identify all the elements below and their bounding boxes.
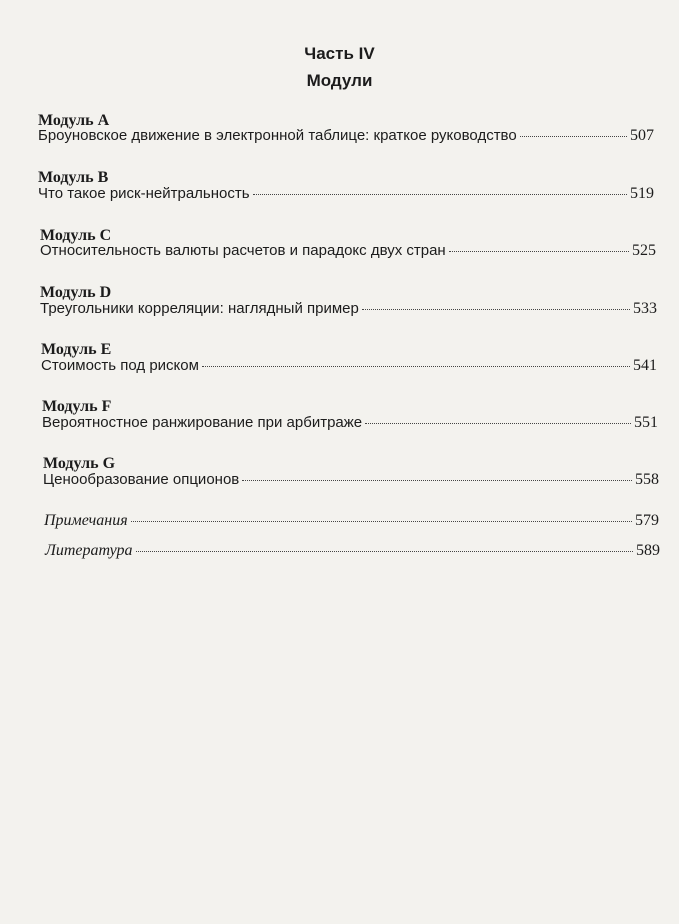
toc-entry-module-c[interactable]: [40, 242, 656, 260]
dot-leader: [449, 251, 629, 252]
entry-title: Примечания: [44, 512, 128, 529]
page-number: 558: [635, 471, 659, 488]
dot-leader: [136, 551, 633, 552]
toc-entry-module-a[interactable]: [38, 127, 654, 145]
entry-title: Литература: [45, 542, 133, 559]
dot-leader: [520, 136, 627, 137]
dot-leader: [365, 423, 631, 424]
page-number: 579: [635, 512, 659, 529]
dot-leader: [362, 309, 630, 310]
module-c-heading: Модуль C: [40, 227, 112, 244]
toc-entry-module-b[interactable]: [38, 185, 654, 203]
entry-title: Стоимость под риском: [41, 357, 199, 374]
page-number: 589: [636, 542, 660, 559]
module-a-heading: Модуль A: [38, 112, 110, 129]
dot-leader: [202, 366, 630, 367]
page-number: 533: [633, 300, 657, 317]
module-d-heading: Модуль D: [40, 284, 112, 301]
entry-title: Треугольники корреляции: наглядный пример: [40, 300, 359, 317]
toc-entry-module-g[interactable]: [43, 471, 659, 489]
toc-entry-module-d[interactable]: [40, 300, 657, 318]
module-b-heading: Модуль B: [38, 169, 109, 186]
entry-title: Что такое риск-нейтральность: [38, 185, 250, 202]
entry-title: Вероятностное ранжирование при арбитраже: [42, 414, 363, 431]
entry-title: Ценообразование опционов: [43, 471, 240, 488]
part-title: Модули: [306, 71, 373, 90]
page-number: 541: [633, 357, 657, 374]
toc-entry-notes[interactable]: [44, 512, 659, 530]
module-f-heading: Модуль F: [42, 398, 112, 415]
page-number: 507: [630, 127, 654, 144]
page-number: 519: [630, 185, 654, 202]
entry-title: Относительность валюты расчетов и парадокс двух стран: [40, 242, 446, 259]
toc-entry-module-e[interactable]: [41, 357, 657, 375]
module-e-heading: Модуль E: [41, 341, 112, 358]
toc-entry-module-f[interactable]: [42, 414, 658, 432]
part-label: Часть IV: [304, 44, 375, 63]
dot-leader: [242, 480, 632, 481]
page-number: 551: [634, 414, 658, 431]
dot-leader: [131, 521, 632, 522]
module-g-heading: Модуль G: [43, 455, 116, 472]
page-number: 525: [632, 242, 656, 259]
entry-title: Броуновское движение в электронной таблице: краткое руководство: [38, 127, 517, 144]
toc-entry-literature[interactable]: [45, 542, 660, 560]
dot-leader: [253, 194, 627, 195]
